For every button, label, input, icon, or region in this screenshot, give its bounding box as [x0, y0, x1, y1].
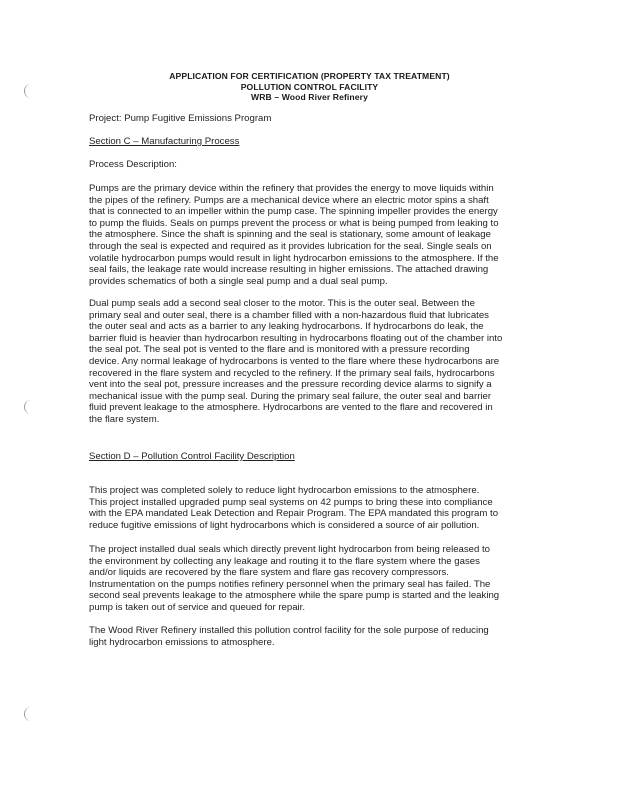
paragraph-line: reduce fugitive emissions of light hydrocarbons which is considered a source of air pollution. [89, 519, 480, 531]
paragraph-line: second seal prevents leakage to the atmosphere while the spare pump is started and the leaking [89, 590, 500, 602]
punch-hole-mark-bottom [24, 707, 33, 721]
section-d-paragraph-3 [89, 625, 521, 648]
paragraph-line: the environment by collecting any leakage and routing it to the flare system where the gases [89, 555, 480, 567]
paragraph-line: light hydrocarbon emissions to atmosphere. [89, 636, 275, 648]
paragraph-line: recovered in the flare system and recycled to the refinery. If the primary seal fails, hydrocarbons [89, 367, 495, 379]
section-c-heading: Section C – Manufacturing Process [89, 136, 240, 147]
header-subtitle: POLLUTION CONTROL FACILITY [240, 81, 379, 92]
paragraph-line: This project was completed solely to reduce light hydrocarbon emissions to the atmosphere. [89, 485, 480, 496]
process-description-label: Process Description: [89, 159, 177, 170]
paragraph-line: The Wood River Refinery installed this pollution control facility for the sole purpose of reducing [89, 625, 489, 636]
paragraph-line: device. Any normal leakage of hydrocarbons is vented to the flare where these hydrocarbons are [89, 355, 500, 367]
paragraph-line: through the seal is expected and required as it provides lubrication for the seal. Single seals on [89, 240, 492, 252]
paragraph-line: The project installed dual seals which directly prevent light hydrocarbon from being released to [89, 544, 491, 555]
section-d-heading: Section D – Pollution Control Facility Description [89, 451, 295, 462]
paragraph-line: seal fails, the leakage rate would increase resulting in higher emissions. The attached drawing [89, 264, 489, 276]
paragraph-line: Dual pump seals add a second seal closer to the motor. This is the outer seal. Between the [89, 298, 475, 309]
paragraph-line: with the EPA mandated Leak Detection and Repair Program. The EPA mandated this program to [89, 508, 499, 520]
paragraph-line: pump is taken out of service and queued for repair. [89, 601, 305, 613]
paragraph-line: primary seal and outer seal, there is a chamber filled with a non-hazardous fluid that lubricates [89, 309, 489, 321]
section-c-paragraph-2 [89, 298, 521, 426]
paragraph-line: volatile hydrocarbon pumps would result in light hydrocarbon emissions to the atmosphere. If the [89, 252, 499, 264]
header-facility: WRB – Wood River Refinery [251, 92, 368, 102]
paragraph-line: that is connected to an impeller within the pump case. The spinning impeller provides the energy [89, 206, 498, 218]
paragraph-line: Pumps are the primary device within the refinery that provides the energy to move liquids within [89, 183, 494, 194]
paragraph-line: barrier fluid is heavier than hydrocarbon resulting in hydrocarbons floating out of the chamber into [89, 332, 503, 344]
punch-hole-mark-middle [24, 400, 33, 414]
paragraph-line: provides schematics of both a single seal pump and a dual seal pump. [89, 275, 388, 287]
project-title: Project: Pump Fugitive Emissions Program [89, 113, 272, 124]
paragraph-line: the atmosphere. Since the shaft is spinning and the seal is stationary, some amount of leakage [89, 229, 491, 241]
paragraph-line: vent into the seal pot, pressure increases and the pressure recording device alarms to signify a [89, 379, 492, 391]
paragraph-line: fluid prevent leakage to the atmosphere. Hydrocarbons are vented to the flare and recovered in [89, 402, 493, 414]
paragraph-line: the seal pot. The seal pot is vented to the flare and is monitored with a pressure recording [89, 344, 470, 356]
paragraph-line: the pipes of the refinery. Pumps are a mechanical device where an electric motor spins a shaft [89, 194, 489, 206]
document-header [0, 71, 619, 103]
header-title: APPLICATION FOR CERTIFICATION (PROPERTY TAX TREATMENT) [169, 71, 450, 81]
paragraph-line: Instrumentation on the pumps notifies refinery personnel when the primary seal has failed. The [89, 578, 491, 590]
paragraph-line: the outer seal and acts as a barrier to any leaking hydrocarbons. If hydrocarbons do leak, the [89, 321, 484, 333]
paragraph-line: mechanical issue with the pump seal. During the primary seal failure, the outer seal and barrier [89, 390, 492, 402]
section-c-paragraph-1 [89, 183, 521, 287]
paragraph-line: This project installed upgraded pump seal systems on 42 pumps to bring these into compliance [89, 496, 493, 508]
section-d-paragraph-2 [89, 544, 521, 614]
paragraph-line: the flare system. [89, 413, 160, 425]
paragraph-line: to pump the fluids. Seals on pumps prevent the process or what is being pumped from leaking to [89, 217, 499, 229]
section-d-paragraph-1 [89, 485, 521, 531]
paragraph-line: and/or liquids are recovered by the flare system and flare gas recovery compressors. [89, 567, 449, 579]
